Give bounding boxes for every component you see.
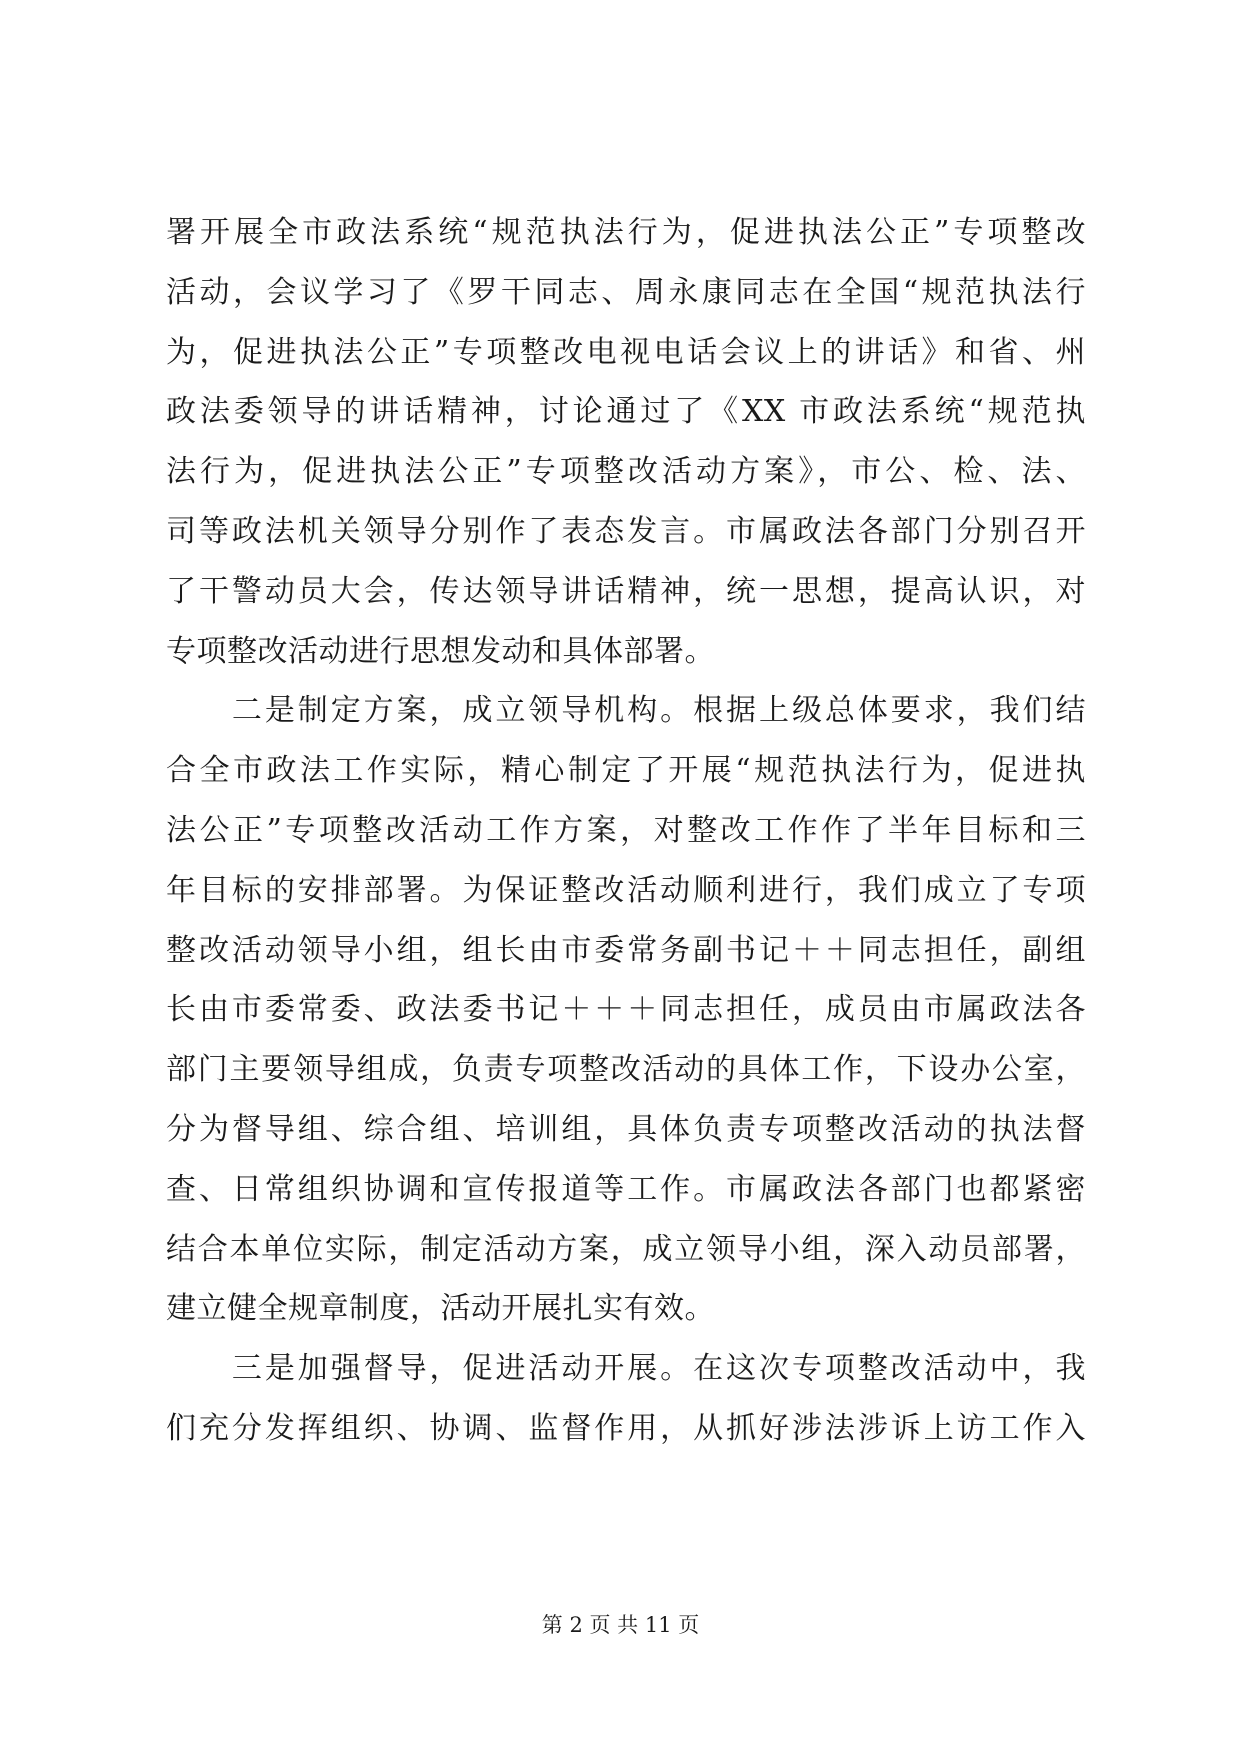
- text-line: 长由市委常委、政法委书记＋＋＋同志担任，成员由市属政法各: [166, 992, 1086, 1028]
- text-line: 政法委领导的讲话精神，讨论通过了《XX 市政法系统“规范执: [166, 394, 1086, 430]
- text-line: 合全市政法工作实际，精心制定了开展“规范执法行为，促进执: [166, 753, 1086, 789]
- text-line: 查、日常组织协调和宣传报道等工作。市属政法各部门也都紧密: [166, 1171, 1086, 1207]
- text-line: 二是制定方案，成立领导机构。根据上级总体要求，我们结: [166, 693, 1086, 729]
- text-line: 专项整改活动进行思想发动和具体部署。: [166, 633, 715, 669]
- text-line: 了干警动员大会，传达领导讲话精神，统一思想，提高认识，对: [166, 573, 1086, 609]
- text-line: 司等政法机关领导分别作了表态发言。市属政法各部门分别召开: [166, 513, 1086, 549]
- text-line: 署开展全市政法系统“规范执法行为，促进执法公正”专项整改: [166, 215, 1086, 250]
- text-line: 整改活动领导小组，组长由市委常务副书记＋＋同志担任，副组: [166, 932, 1086, 968]
- page-number-footer: 第 2 页 共 11 页: [541, 1613, 700, 1637]
- text-line: 为，促进执法公正”专项整改电视电话会议上的讲话》和省、州: [166, 334, 1086, 370]
- text-line: 分为督导组、综合组、培训组，具体负责专项整改活动的执法督: [166, 1111, 1086, 1147]
- text-line: 活动，会议学习了《罗干同志、周永康同志在全国“规范执法行: [166, 274, 1086, 310]
- text-line: 结合本单位实际，制定活动方案，成立领导小组，深入动员部署，: [166, 1231, 1086, 1267]
- text-line: 法公正”专项整改活动工作方案，对整改工作作了半年目标和三: [166, 812, 1086, 848]
- text-line: 部门主要领导组成，负责专项整改活动的具体工作，下设办公室，: [166, 1052, 1086, 1088]
- text-line: 法行为，促进执法公正”专项整改活动方案》，市公、检、法、: [166, 454, 1086, 490]
- text-line: 年目标的安排部署。为保证整改活动顺利进行，我们成立了专项: [166, 872, 1086, 908]
- body-text: [166, 203, 1086, 1459]
- text-line: 三是加强督导，促进活动开展。在这次专项整改活动中，我: [166, 1351, 1086, 1387]
- text-line: 建立健全规章制度，活动开展扎实有效。: [166, 1291, 715, 1327]
- text-line: 们充分发挥组织、协调、监督作用，从抓好涉法涉诉上访工作入: [166, 1410, 1086, 1446]
